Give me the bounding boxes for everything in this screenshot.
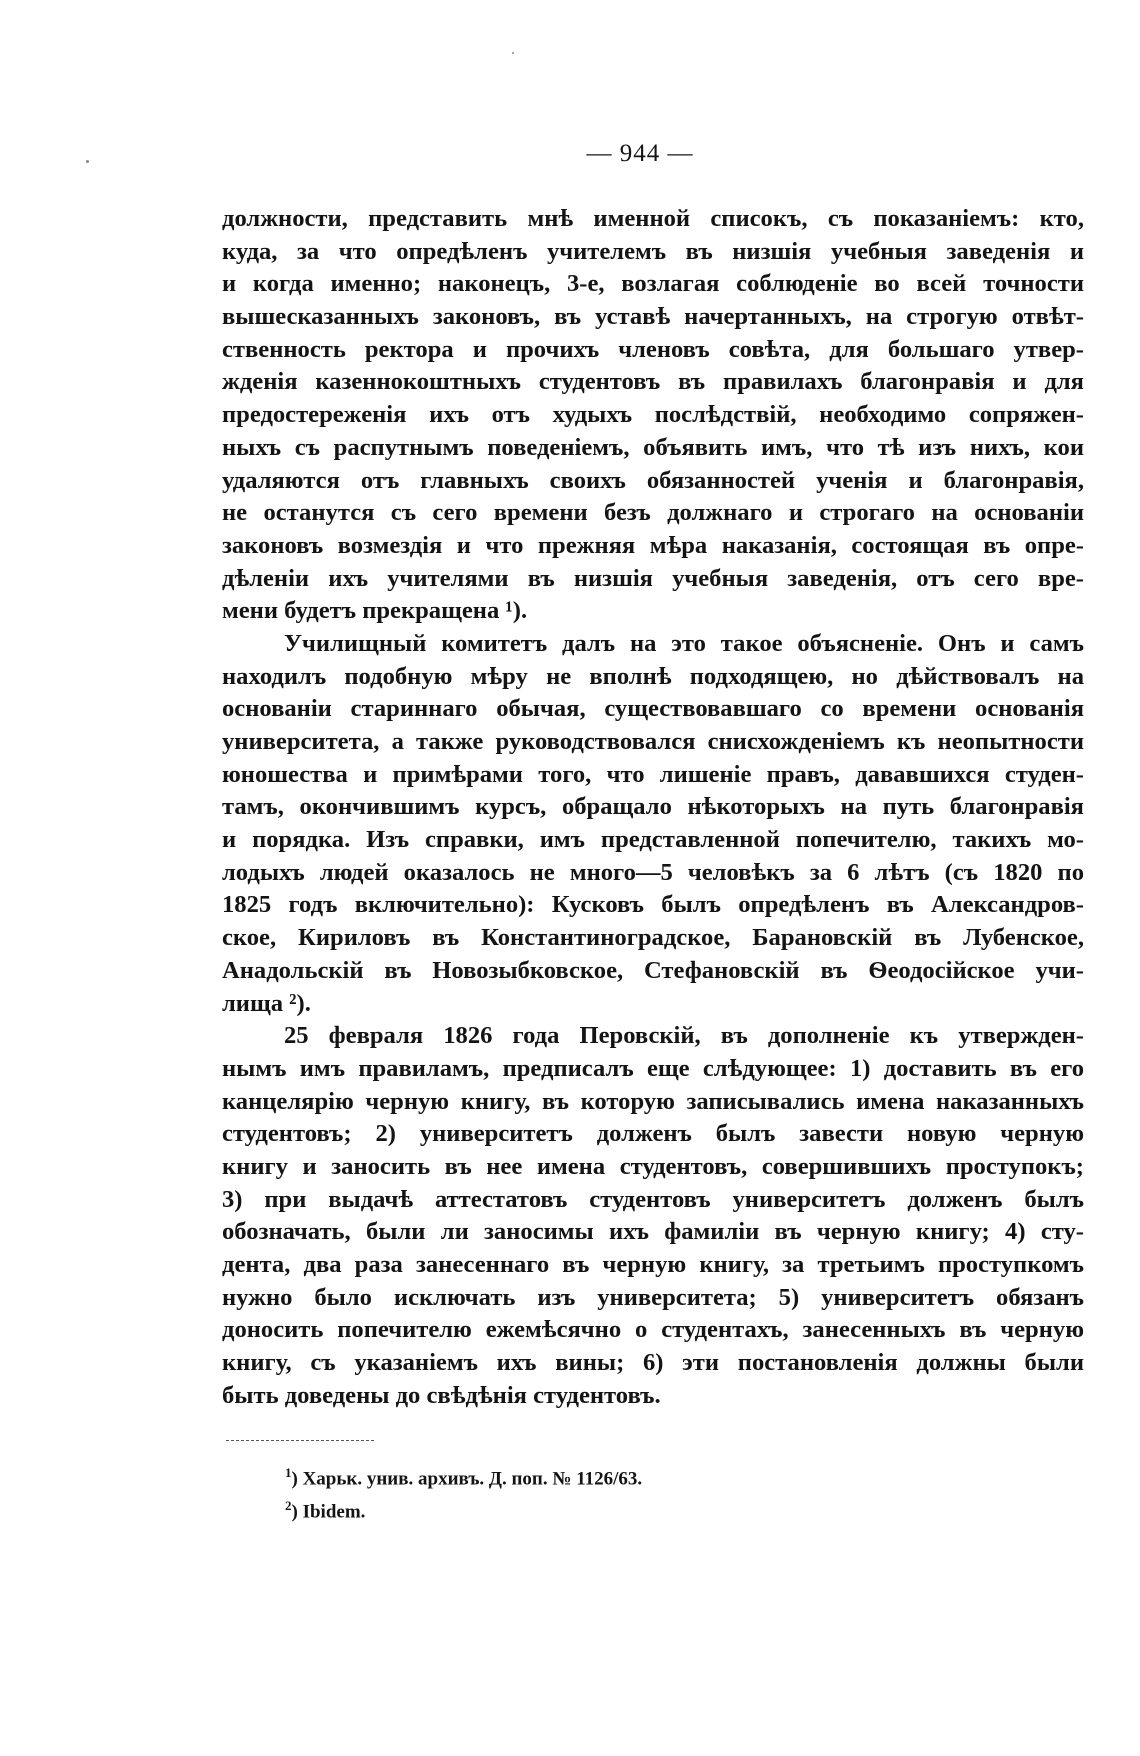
text-line: 25 февраля 1826 года Перовскій, въ дополненіе къ утвержден- <box>284 1022 1084 1050</box>
paragraph-3 <box>222 1020 1084 1412</box>
text-line: студентовъ; 2) университетъ долженъ былъ завести новую черную <box>222 1120 1084 1148</box>
text-line: не останутся съ сего времени безъ должнаго и строгаго на основаніи <box>222 499 1084 527</box>
footnote-divider <box>226 1440 374 1441</box>
footnote-text: ) Ibidem. <box>291 1501 366 1523</box>
text-line: 1825 годъ включительно): Кусковъ былъ опредѣленъ въ Александров- <box>222 891 1084 919</box>
text-line: лища ²). <box>222 989 311 1017</box>
text-line: быть доведены до свѣдѣнія студентовъ. <box>222 1381 661 1409</box>
text-line: доносить попечителю ежемѣсячно о студентахъ, занесенныхъ въ черную <box>222 1316 1084 1344</box>
text-line: лодыхъ людей оказалось не много—5 человѣкъ за 6 лѣтъ (съ 1820 по <box>222 858 1084 886</box>
text-line: канцелярію черную книгу, въ которую записывались имена наказанныхъ <box>222 1087 1084 1115</box>
text-line: вышесказанныхъ законовъ, въ уставѣ начертанныхъ, на строгую отвѣт- <box>222 303 1084 331</box>
text-line: законовъ возмездія и что прежняя мѣра наказанія, состоящая въ опре- <box>222 531 1084 559</box>
text-line: находилъ подобную мѣру не вполнѣ подходящею, но дѣйствовалъ на <box>222 662 1084 690</box>
text-line: предостереженія ихъ отъ худыхъ послѣдствій, необходимо сопряжен- <box>222 401 1084 429</box>
text-line: Училищный комитетъ далъ на это такое объясненіе. Онъ и самъ <box>284 629 1084 657</box>
footnote-marker: 2 <box>285 1498 292 1514</box>
footnote-text: ) Харьк. унив. архивъ. Д. поп. № 1126/63. <box>291 1468 643 1490</box>
text-line: дѣленіи ихъ учителями въ низшія учебныя заведенія, отъ сего вре- <box>222 564 1084 592</box>
text-line: куда, за что опредѣленъ учителемъ въ низшія учебныя заведенія и <box>222 237 1084 265</box>
scan-speck <box>512 52 514 54</box>
footnotes <box>285 1459 642 1526</box>
paragraph-1 <box>222 203 1084 628</box>
scan-speck <box>86 160 89 163</box>
text-line: книгу, съ указаніемъ ихъ вины; 6) эти постановленія должны были <box>222 1349 1084 1377</box>
text-line: 3) при выдачѣ аттестатовъ студентовъ университетъ долженъ былъ <box>222 1185 1084 1213</box>
text-line: юношества и примѣрами того, что лишеніе правъ, дававшихся студен- <box>222 760 1084 788</box>
text-line: нымъ имъ правиламъ, предписалъ еще слѣдующее: 1) доставить въ его <box>222 1054 1084 1082</box>
text-line: университета, а также руководствовался снисхожденіемъ къ неопытности <box>222 728 1084 755</box>
text-line: ныхъ съ распутнымъ поведеніемъ, объявить имъ, что тѣ изъ нихъ, кои <box>222 433 1084 461</box>
text-line: тамъ, окончившимъ курсъ, обращало нѣкоторыхъ на путь благонравія <box>222 793 1084 821</box>
text-line: Анадольскій въ Новозыбковское, Стефановскій въ Ѳеодосійское учи- <box>222 956 1084 984</box>
text-line: мени будетъ прекращена ¹). <box>222 597 528 625</box>
text-line: и когда именно; наконецъ, 3-е, возлагая соблюденіе во всей точности <box>222 270 1084 298</box>
paragraph-2 <box>222 628 1084 1020</box>
text-line: должности, представить мнѣ именной списокъ, съ показаніемъ: кто, <box>222 205 1084 232</box>
text-line: и порядка. Изъ справки, имъ представленной попечителю, такихъ мо- <box>222 826 1084 854</box>
text-line: ское, Кириловъ въ Константиноградское, Барановскій въ Лубенское, <box>222 924 1084 952</box>
text-line: ственность ректора и прочихъ членовъ совѣта, для большаго утвер- <box>222 335 1084 363</box>
text-line: жденія казеннокоштныхъ студентовъ въ правилахъ благонравія и для <box>222 368 1084 396</box>
page-number: — 944 — <box>586 140 694 167</box>
text-line: основаніи стариннаго обычая, существовавшаго со времени основанія <box>222 695 1084 723</box>
footnote-2 <box>285 1492 642 1525</box>
text-line: обозначать, были ли заносимы ихъ фамиліи въ черную книгу; 4) сту- <box>222 1218 1084 1246</box>
footnote-marker: 1 <box>285 1465 292 1480</box>
text-line: удаляются отъ главныхъ своихъ обязанностей ученія и благонравія, <box>222 466 1084 494</box>
body-text <box>222 203 1084 1412</box>
text-line: книгу и заносить въ нее имена студентовъ, совершившихъ проступокъ; <box>222 1152 1084 1180</box>
footnote-1 <box>285 1459 642 1492</box>
text-line: нужно было исключать изъ университета; 5) университетъ обязанъ <box>222 1283 1084 1311</box>
text-line: дента, два раза занесеннаго въ черную книгу, за третьимъ проступкомъ <box>222 1251 1084 1278</box>
